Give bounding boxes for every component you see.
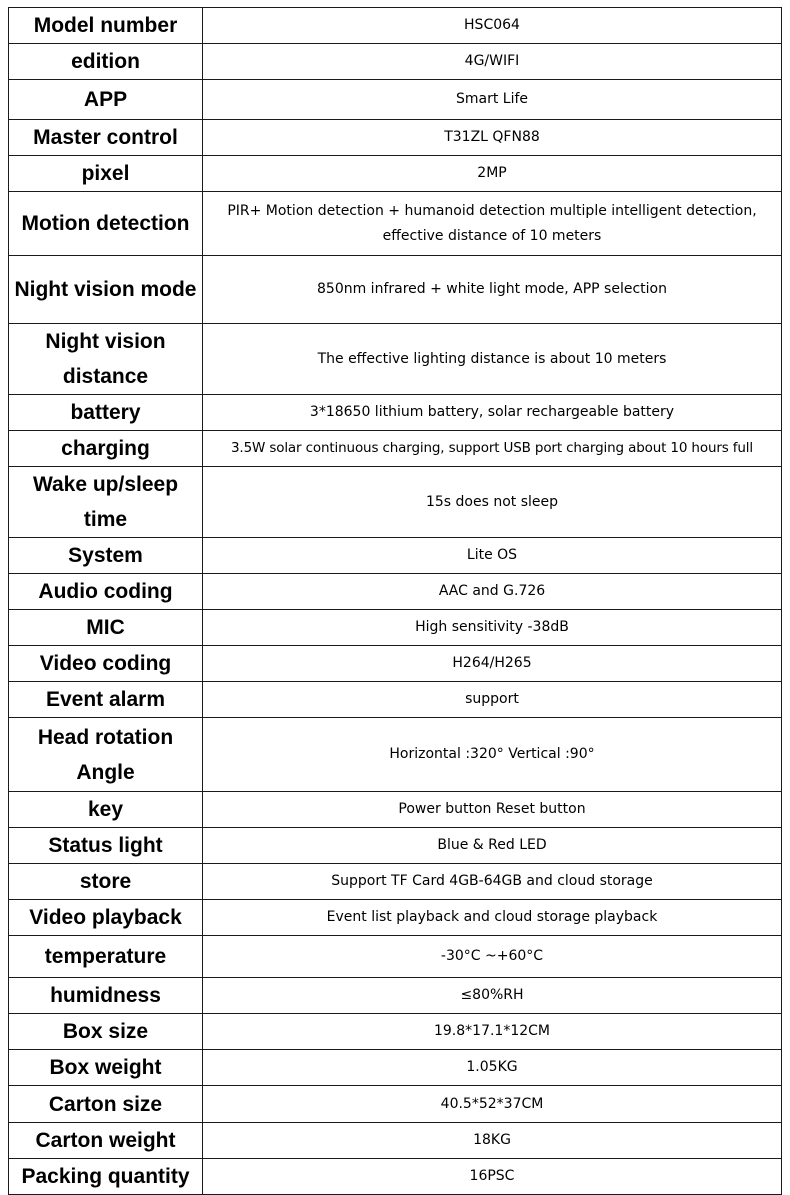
spec-table bbox=[8, 7, 782, 1195]
spec-label: Box size bbox=[9, 1014, 203, 1050]
spec-value: 19.8*17.1*12CM bbox=[203, 1014, 782, 1050]
spec-value: HSC064 bbox=[203, 8, 782, 44]
spec-value: Lite OS bbox=[203, 538, 782, 574]
spec-value: Smart Life bbox=[203, 80, 782, 120]
table-row bbox=[9, 574, 782, 610]
spec-value: 4G/WIFI bbox=[203, 44, 782, 80]
table-row bbox=[9, 828, 782, 864]
spec-label: charging bbox=[9, 431, 203, 467]
spec-value: 16PSC bbox=[203, 1159, 782, 1195]
table-row bbox=[9, 1014, 782, 1050]
spec-label: Video coding bbox=[9, 646, 203, 682]
spec-value: T31ZL QFN88 bbox=[203, 120, 782, 156]
spec-label: Event alarm bbox=[9, 682, 203, 718]
spec-value: H264/H265 bbox=[203, 646, 782, 682]
spec-label: Wake up/sleep time bbox=[9, 467, 203, 538]
table-row bbox=[9, 120, 782, 156]
spec-value: ≤80%RH bbox=[203, 978, 782, 1014]
table-row bbox=[9, 156, 782, 192]
table-row bbox=[9, 8, 782, 44]
spec-value: High sensitivity -38dB bbox=[203, 610, 782, 646]
table-row bbox=[9, 324, 782, 395]
table-row bbox=[9, 610, 782, 646]
table-row bbox=[9, 431, 782, 467]
spec-value: 1.05KG bbox=[203, 1050, 782, 1086]
spec-label: Video playback bbox=[9, 900, 203, 936]
spec-value: The effective lighting distance is about 10 meters bbox=[203, 324, 782, 395]
spec-label: store bbox=[9, 864, 203, 900]
spec-label: Master control bbox=[9, 120, 203, 156]
spec-value: 3.5W solar continuous charging, support USB port charging about 10 hours full bbox=[203, 431, 782, 467]
spec-value: 2MP bbox=[203, 156, 782, 192]
spec-value: PIR+ Motion detection + humanoid detection multiple intelligent detection, effective distance of 10 meters bbox=[203, 192, 782, 256]
spec-label: Carton weight bbox=[9, 1123, 203, 1159]
table-row bbox=[9, 936, 782, 978]
table-row bbox=[9, 978, 782, 1014]
spec-label: Carton size bbox=[9, 1086, 203, 1123]
spec-value: 15s does not sleep bbox=[203, 467, 782, 538]
spec-label: battery bbox=[9, 395, 203, 431]
spec-value: 3*18650 lithium battery, solar rechargeable battery bbox=[203, 395, 782, 431]
spec-value: Horizontal :320° Vertical :90° bbox=[203, 718, 782, 792]
spec-label: Audio coding bbox=[9, 574, 203, 610]
spec-value: AAC and G.726 bbox=[203, 574, 782, 610]
spec-label: Night vision distance bbox=[9, 324, 203, 395]
table-row bbox=[9, 467, 782, 538]
spec-label: Night vision mode bbox=[9, 256, 203, 324]
table-row bbox=[9, 718, 782, 792]
spec-label: temperature bbox=[9, 936, 203, 978]
spec-label: Head rotation Angle bbox=[9, 718, 203, 792]
spec-label: Model number bbox=[9, 8, 203, 44]
spec-value: 18KG bbox=[203, 1123, 782, 1159]
table-row bbox=[9, 192, 782, 256]
table-row bbox=[9, 900, 782, 936]
spec-value: Event list playback and cloud storage playback bbox=[203, 900, 782, 936]
table-row bbox=[9, 80, 782, 120]
spec-label: Motion detection bbox=[9, 192, 203, 256]
spec-value: support bbox=[203, 682, 782, 718]
table-row bbox=[9, 1123, 782, 1159]
spec-label: Box weight bbox=[9, 1050, 203, 1086]
table-row bbox=[9, 538, 782, 574]
spec-label: MIC bbox=[9, 610, 203, 646]
table-row bbox=[9, 256, 782, 324]
spec-label: edition bbox=[9, 44, 203, 80]
spec-label: Status light bbox=[9, 828, 203, 864]
spec-label: humidness bbox=[9, 978, 203, 1014]
spec-label: APP bbox=[9, 80, 203, 120]
spec-value: -30°C ~+60°C bbox=[203, 936, 782, 978]
spec-value: Support TF Card 4GB-64GB and cloud storage bbox=[203, 864, 782, 900]
table-row bbox=[9, 1086, 782, 1123]
table-row bbox=[9, 44, 782, 80]
table-row bbox=[9, 864, 782, 900]
table-row bbox=[9, 792, 782, 828]
spec-value: 40.5*52*37CM bbox=[203, 1086, 782, 1123]
table-row bbox=[9, 395, 782, 431]
table-row bbox=[9, 682, 782, 718]
spec-value: Blue & Red LED bbox=[203, 828, 782, 864]
spec-value: 850nm infrared + white light mode, APP selection bbox=[203, 256, 782, 324]
spec-label: key bbox=[9, 792, 203, 828]
spec-label: System bbox=[9, 538, 203, 574]
table-row bbox=[9, 1050, 782, 1086]
table-row bbox=[9, 1159, 782, 1195]
spec-label: pixel bbox=[9, 156, 203, 192]
table-row bbox=[9, 646, 782, 682]
spec-label: Packing quantity bbox=[9, 1159, 203, 1195]
spec-value: Power button Reset button bbox=[203, 792, 782, 828]
